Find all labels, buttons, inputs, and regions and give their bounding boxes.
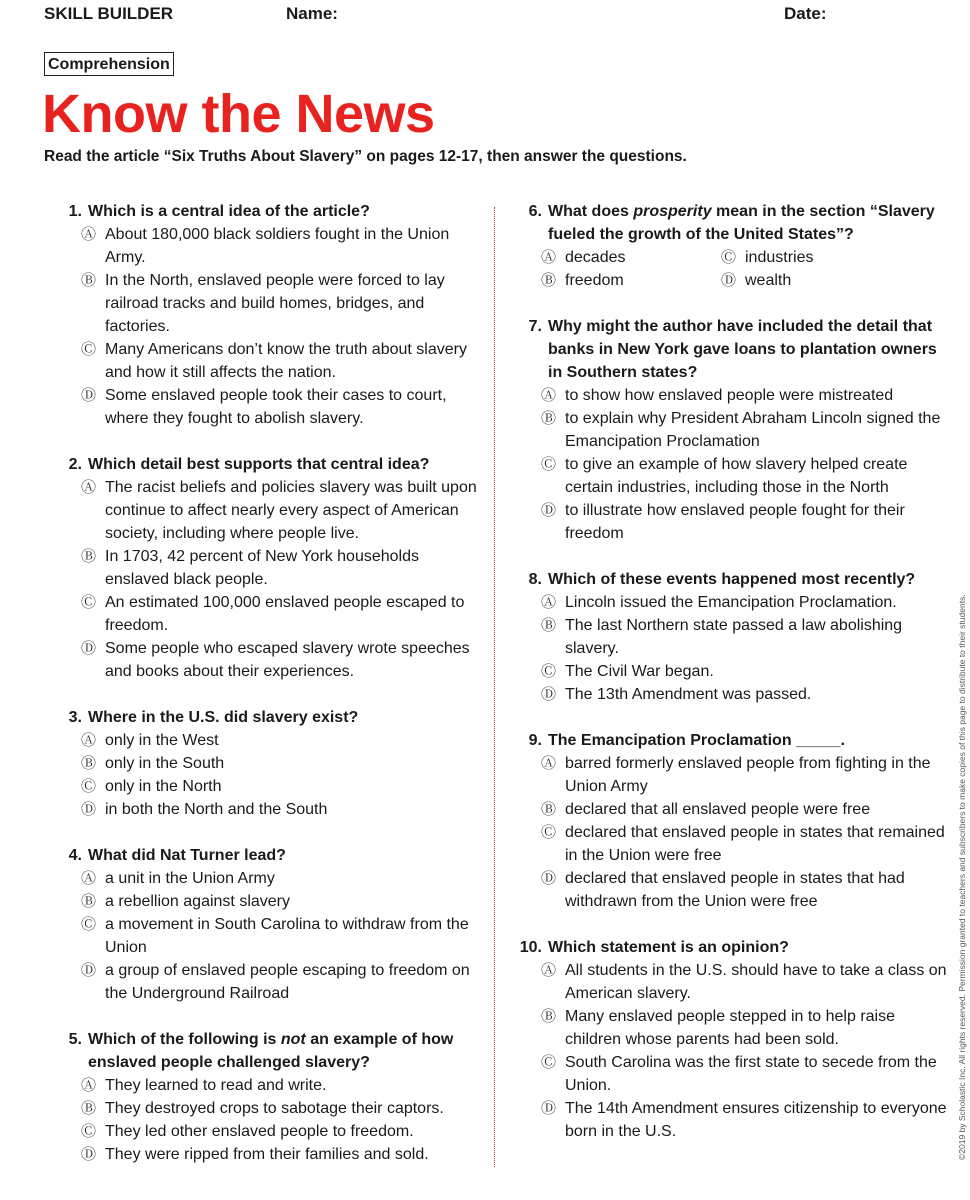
choice-bubble-icon[interactable]: Ⓒ xyxy=(541,824,557,841)
question-2 xyxy=(56,453,484,683)
answer-choice[interactable] xyxy=(541,752,948,798)
choice-bubble-icon[interactable]: Ⓓ xyxy=(541,870,557,887)
answer-choice[interactable] xyxy=(81,890,484,913)
choice-bubble-icon[interactable]: Ⓑ xyxy=(81,893,97,910)
question-text: Which is a central idea of the article? xyxy=(88,203,370,220)
question-6 xyxy=(516,200,948,292)
question-number: 9. xyxy=(528,732,542,749)
choice-text: Many enslaved people stepped in to help raise children whose parents had been sold. xyxy=(565,1008,895,1048)
answer-choice[interactable] xyxy=(541,407,948,453)
question-prompt xyxy=(516,200,948,246)
answer-choice[interactable] xyxy=(81,729,484,752)
question-text: Why might the author have included the detail that banks in New York gave loans to plantation owners in Southern states? xyxy=(548,318,937,381)
answer-choice[interactable] xyxy=(81,775,484,798)
choice-bubble-icon[interactable]: Ⓐ xyxy=(541,755,557,772)
choice-bubble-icon[interactable]: Ⓐ xyxy=(81,479,97,496)
answer-choice[interactable] xyxy=(81,913,484,959)
choice-bubble-icon[interactable]: Ⓒ xyxy=(81,341,97,358)
choice-bubble-icon[interactable]: Ⓒ xyxy=(81,594,97,611)
choice-bubble-icon[interactable]: Ⓒ xyxy=(721,249,737,266)
choice-bubble-icon[interactable]: Ⓓ xyxy=(81,1146,97,1163)
answer-choice[interactable] xyxy=(81,1143,484,1166)
choice-text: The last Northern state passed a law abolishing slavery. xyxy=(565,617,903,657)
answer-choice[interactable] xyxy=(541,1005,948,1051)
choice-text: The Civil War began. xyxy=(565,663,714,680)
choice-bubble-icon[interactable]: Ⓑ xyxy=(541,1008,557,1025)
choice-bubble-icon[interactable]: Ⓐ xyxy=(81,1077,97,1094)
brand-label: SKILL BUILDER xyxy=(44,4,174,23)
question-number: 5. xyxy=(68,1031,82,1048)
answer-choice[interactable] xyxy=(81,867,484,890)
choice-text: In 1703, 42 percent of New York households enslaved black people. xyxy=(105,548,419,588)
question-number: 2. xyxy=(68,456,82,473)
answer-choice[interactable] xyxy=(541,591,948,614)
section-badge: Comprehension xyxy=(44,52,174,76)
choice-text: to show how enslaved people were mistreated xyxy=(565,387,894,404)
choice-text: They destroyed crops to sabotage their captors. xyxy=(105,1100,444,1117)
question-text xyxy=(542,200,948,246)
question-8 xyxy=(516,568,948,706)
copyright-credit: ©2019 by Scholastic Inc. All rights reserved. Permission granted to teachers and subscribers to make copies of this page to distribute to their students. xyxy=(957,594,967,1160)
choice-text: In the North, enslaved people were forced to lay railroad tracks and build homes, bridges, and factories. xyxy=(105,272,445,335)
choice-text: An estimated 100,000 enslaved people escaped to freedom. xyxy=(105,594,465,634)
prompt-part: an example of how enslaved people challenged slavery? xyxy=(88,1031,454,1071)
choice-text: Lincoln issued the Emancipation Proclamation. xyxy=(565,594,897,611)
instructions: Read the article “Six Truths About Slavery” on pages 12-17, then answer the questions. xyxy=(44,148,687,165)
choice-bubble-icon[interactable]: Ⓒ xyxy=(81,778,97,795)
prompt-part: Which of the following is xyxy=(88,1031,281,1048)
answer-choice[interactable] xyxy=(81,1097,484,1120)
choice-text: a rebellion against slavery xyxy=(105,893,290,910)
answer-choice[interactable] xyxy=(541,614,948,660)
question-text: The Emancipation Proclamation _____. xyxy=(548,732,845,749)
choice-bubble-icon[interactable]: Ⓓ xyxy=(81,962,97,979)
question-prompt xyxy=(516,729,948,752)
choice-text: The racist beliefs and policies slavery was built upon continue to affect nearly every aspect of American society, including where people live. xyxy=(105,479,477,542)
choice-text: Many Americans don’t know the truth about slavery and how it still affects the nation. xyxy=(105,341,467,381)
question-text: Where in the U.S. did slavery exist? xyxy=(88,709,359,726)
choice-text: The 14th Amendment ensures citizenship to everyone born in the U.S. xyxy=(565,1100,947,1140)
answer-choice[interactable] xyxy=(541,821,948,867)
choice-bubble-icon[interactable]: Ⓑ xyxy=(81,272,97,289)
question-text: Which of these events happened most recently? xyxy=(548,571,916,588)
question-prompt xyxy=(516,936,948,959)
question-9 xyxy=(516,729,948,913)
question-text xyxy=(82,1028,484,1074)
question-text: What did Nat Turner lead? xyxy=(88,847,286,864)
answer-choice[interactable] xyxy=(541,246,721,269)
prompt-emphasis: not xyxy=(280,1031,306,1048)
question-number: 6. xyxy=(528,203,542,220)
answer-choice[interactable] xyxy=(541,269,721,292)
choice-text: They led other enslaved people to freedom. xyxy=(105,1123,414,1140)
choice-bubble-icon[interactable]: Ⓒ xyxy=(541,663,557,680)
choice-text: a unit in the Union Army xyxy=(105,870,275,887)
answer-choice[interactable] xyxy=(541,453,948,499)
question-prompt xyxy=(56,1028,484,1074)
answer-choice[interactable] xyxy=(541,499,948,545)
choice-bubble-icon[interactable]: Ⓐ xyxy=(541,387,557,404)
page-title: Know the News xyxy=(42,84,435,144)
question-prompt xyxy=(56,844,484,867)
choice-bubble-icon[interactable]: Ⓓ xyxy=(721,272,737,289)
choice-text: All students in the U.S. should have to take a class on American slavery. xyxy=(565,962,947,1002)
answer-choice[interactable] xyxy=(81,752,484,775)
choice-bubble-icon[interactable]: Ⓓ xyxy=(81,640,97,657)
question-prompt xyxy=(56,200,484,223)
choice-text: declared that enslaved people in states that had withdrawn from the Union were free xyxy=(565,870,905,910)
choice-text: They learned to read and write. xyxy=(105,1077,327,1094)
question-10 xyxy=(516,936,948,1143)
choice-bubble-icon[interactable]: Ⓓ xyxy=(541,502,557,519)
choice-text: only in the South xyxy=(105,755,225,772)
choice-bubble-icon[interactable]: Ⓒ xyxy=(541,456,557,473)
choice-text: only in the West xyxy=(105,732,219,749)
prompt-part: What does xyxy=(548,203,634,220)
answer-choice[interactable] xyxy=(721,269,901,292)
choice-text: barred formerly enslaved people from fighting in the Union Army xyxy=(565,755,931,795)
choice-text: a group of enslaved people escaping to freedom on the Underground Railroad xyxy=(105,962,470,1002)
question-prompt xyxy=(516,568,948,591)
choice-bubble-icon[interactable]: Ⓐ xyxy=(541,249,557,266)
question-prompt xyxy=(516,315,948,384)
choice-text: They were ripped from their families and sold. xyxy=(105,1146,429,1163)
answer-choice[interactable] xyxy=(541,683,948,706)
answer-choice[interactable] xyxy=(541,798,948,821)
choice-text: The 13th Amendment was passed. xyxy=(565,686,812,703)
answer-choice[interactable] xyxy=(81,959,484,1005)
question-prompt xyxy=(56,453,484,476)
page-header xyxy=(44,4,924,26)
column-divider xyxy=(494,207,495,1167)
choice-bubble-icon[interactable]: Ⓑ xyxy=(541,410,557,427)
choice-bubble-icon[interactable]: Ⓐ xyxy=(81,732,97,749)
choice-bubble-icon[interactable]: Ⓒ xyxy=(81,916,97,933)
question-text: Which statement is an opinion? xyxy=(548,939,789,956)
answer-choice[interactable] xyxy=(81,1074,484,1097)
answer-choice[interactable] xyxy=(81,338,484,384)
answer-choice[interactable] xyxy=(81,591,484,637)
answer-choice[interactable] xyxy=(81,1120,484,1143)
answer-choice[interactable] xyxy=(81,798,484,821)
choice-text: Some people who escaped slavery wrote speeches and books about their experiences. xyxy=(105,640,470,680)
answer-choice[interactable] xyxy=(541,384,948,407)
choice-bubble-icon[interactable]: Ⓑ xyxy=(81,755,97,772)
choice-bubble-icon[interactable]: Ⓐ xyxy=(81,226,97,243)
question-7 xyxy=(516,315,948,545)
question-number: 10. xyxy=(519,939,542,956)
choice-text: to illustrate how enslaved people fought for their freedom xyxy=(565,502,905,542)
choice-bubble-icon[interactable]: Ⓐ xyxy=(541,962,557,979)
name-label: Name: xyxy=(286,4,338,23)
question-3 xyxy=(56,706,484,821)
left-question-column xyxy=(56,200,484,1189)
answer-choice[interactable] xyxy=(81,637,484,683)
prompt-part: mean in the section “Slavery fueled the growth of the United States”? xyxy=(548,203,935,243)
choice-text: About 180,000 black soldiers fought in the Union Army. xyxy=(105,226,450,266)
question-5 xyxy=(56,1028,484,1166)
choice-text: in both the North and the South xyxy=(105,801,328,818)
choice-bubble-icon[interactable]: Ⓓ xyxy=(81,801,97,818)
choice-text: declared that enslaved people in states that remained in the Union were free xyxy=(565,824,945,864)
answer-choice[interactable] xyxy=(81,384,484,430)
choice-text: a movement in South Carolina to withdraw from the Union xyxy=(105,916,469,956)
choice-bubble-icon[interactable]: Ⓓ xyxy=(541,686,557,703)
choice-grid xyxy=(541,246,948,292)
choice-bubble-icon[interactable]: Ⓑ xyxy=(541,272,557,289)
choice-text: South Carolina was the first state to secede from the Union. xyxy=(565,1054,937,1094)
choice-text: to explain why President Abraham Lincoln signed the Emancipation Proclamation xyxy=(565,410,941,450)
choice-text: only in the North xyxy=(105,778,222,795)
question-number: 4. xyxy=(68,847,82,864)
right-question-column xyxy=(516,200,948,1166)
question-number: 3. xyxy=(68,709,82,726)
question-prompt xyxy=(56,706,484,729)
choice-text: decades xyxy=(565,249,626,266)
answer-choice[interactable] xyxy=(541,660,948,683)
answer-choice[interactable] xyxy=(721,246,901,269)
question-1 xyxy=(56,200,484,430)
choice-bubble-icon[interactable]: Ⓑ xyxy=(541,617,557,634)
date-label: Date: xyxy=(784,4,827,23)
answer-choice[interactable] xyxy=(541,867,948,913)
choice-bubble-icon[interactable]: Ⓐ xyxy=(81,870,97,887)
answer-choice[interactable] xyxy=(81,223,484,269)
choice-bubble-icon[interactable]: Ⓑ xyxy=(541,801,557,818)
answer-choice[interactable] xyxy=(541,1097,948,1143)
question-text: Which detail best supports that central idea? xyxy=(88,456,430,473)
choice-text: to give an example of how slavery helped create certain industries, including those in the North xyxy=(565,456,908,496)
choice-bubble-icon[interactable]: Ⓑ xyxy=(81,548,97,565)
choice-bubble-icon[interactable]: Ⓓ xyxy=(81,387,97,404)
choice-bubble-icon[interactable]: Ⓐ xyxy=(541,594,557,611)
choice-text: declared that all enslaved people were free xyxy=(565,801,871,818)
answer-choice[interactable] xyxy=(81,476,484,545)
choice-text: wealth xyxy=(745,272,792,289)
prompt-emphasis: prosperity xyxy=(633,203,712,220)
choice-bubble-icon[interactable]: Ⓒ xyxy=(81,1123,97,1140)
question-number: 1. xyxy=(68,203,82,220)
choice-bubble-icon[interactable]: Ⓒ xyxy=(541,1054,557,1071)
choice-text: industries xyxy=(745,249,814,266)
answer-choice[interactable] xyxy=(81,545,484,591)
choice-bubble-icon[interactable]: Ⓑ xyxy=(81,1100,97,1117)
choice-text: Some enslaved people took their cases to court, where they fought to abolish slavery. xyxy=(105,387,447,427)
question-number: 8. xyxy=(528,571,542,588)
question-number: 7. xyxy=(528,318,542,335)
answer-choice[interactable] xyxy=(541,1051,948,1097)
answer-choice[interactable] xyxy=(541,959,948,1005)
choice-text: freedom xyxy=(565,272,624,289)
choice-bubble-icon[interactable]: Ⓓ xyxy=(541,1100,557,1117)
answer-choice[interactable] xyxy=(81,269,484,338)
question-4 xyxy=(56,844,484,1005)
